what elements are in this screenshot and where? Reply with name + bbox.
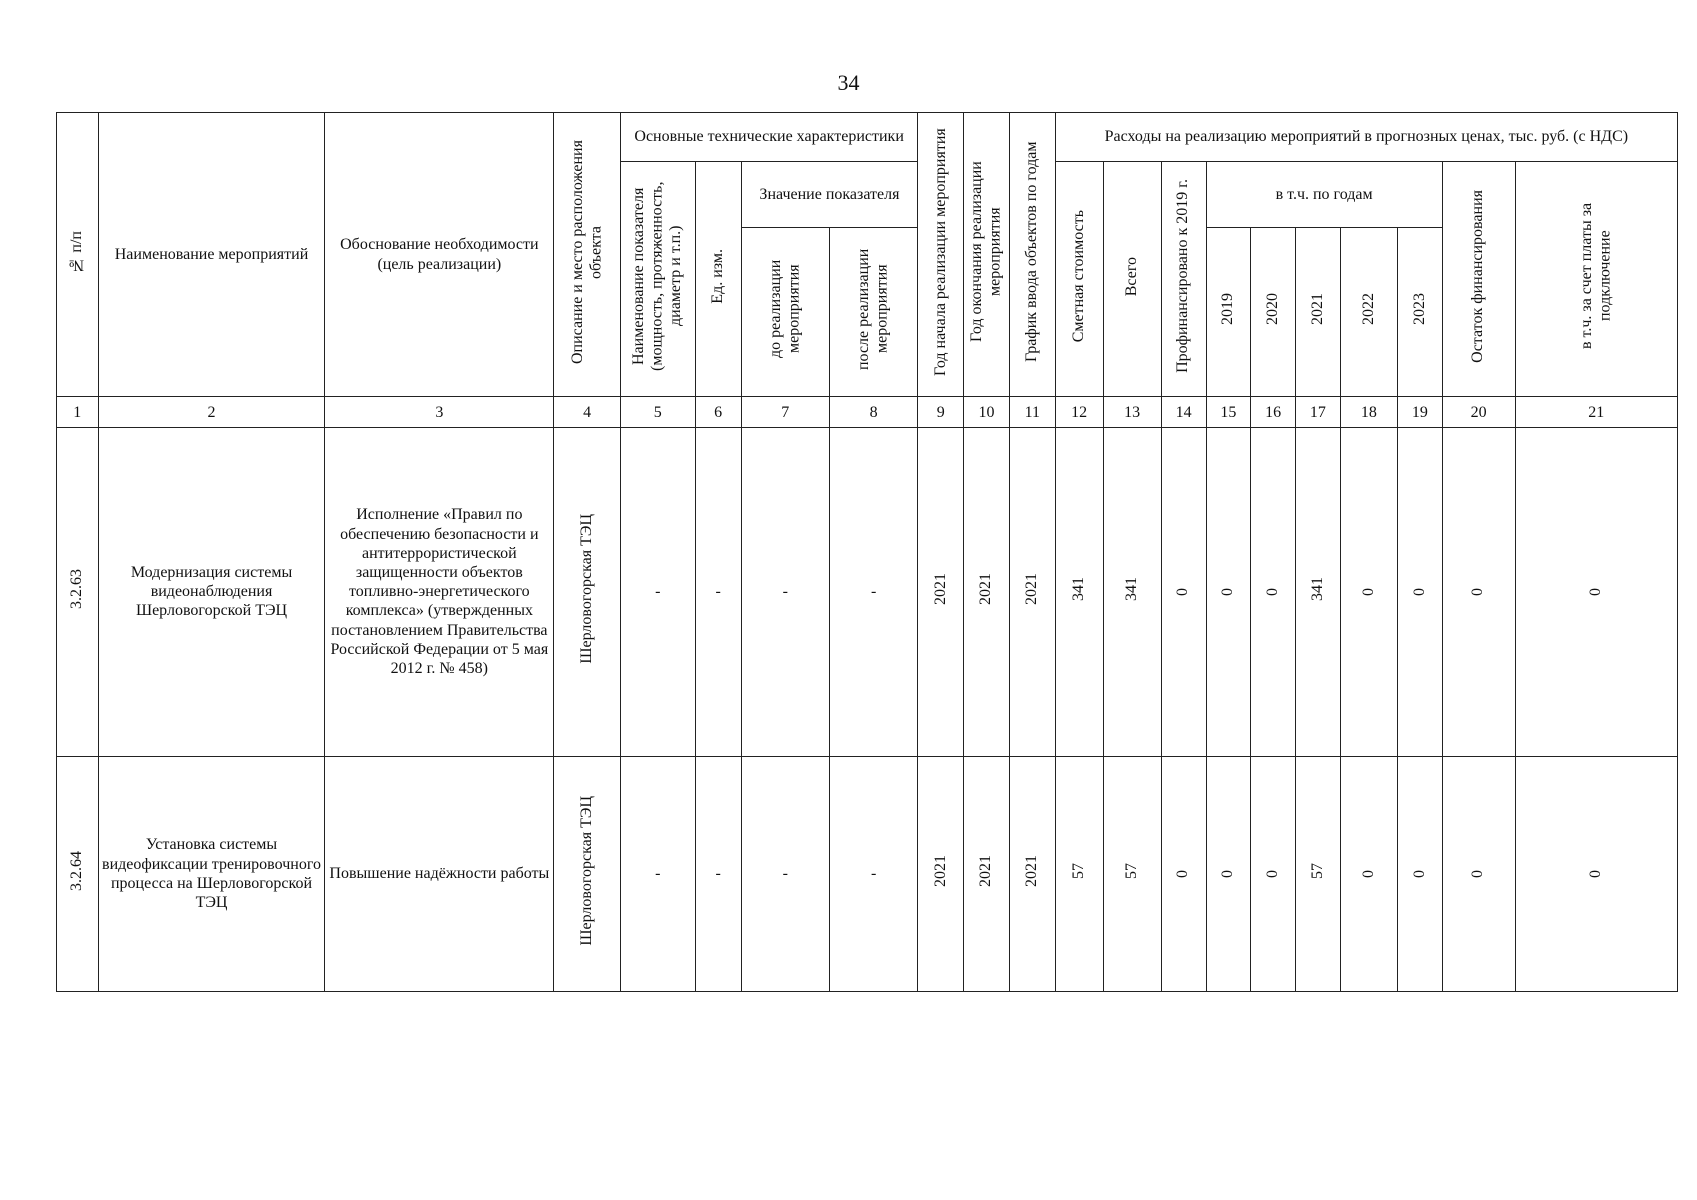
column-number: 20 — [1442, 397, 1515, 428]
row-2022: 0 — [1340, 428, 1397, 757]
row-2022: 0 — [1340, 756, 1397, 991]
row-connection-fee: 0 — [1515, 756, 1678, 991]
row-connection-fee: 0 — [1515, 428, 1678, 757]
row-before: - — [741, 428, 829, 757]
table-row — [57, 428, 1678, 757]
row-2023: 0 — [1397, 428, 1442, 757]
row-after: - — [829, 756, 917, 991]
row-reason: Повышение надёжности работы — [325, 756, 554, 991]
row-estimate: 57 — [1055, 756, 1103, 991]
row-year-end: 2021 — [964, 428, 1010, 757]
row-indicator: - — [620, 756, 695, 991]
header-tech-group: Основные технические характеристики — [620, 113, 918, 162]
column-number: 11 — [1009, 397, 1055, 428]
header-2020: 2020 — [1251, 227, 1296, 397]
header-year-end: Год окончания реализации мероприятия — [964, 113, 1010, 397]
column-number: 15 — [1206, 397, 1251, 428]
header-indicator: Наименование показателя (мощность, протяженность, диаметр и т.п.) — [620, 161, 695, 397]
row-before: - — [741, 756, 829, 991]
row-2019: 0 — [1206, 428, 1251, 757]
row-2021: 341 — [1296, 428, 1341, 757]
column-number: 18 — [1340, 397, 1397, 428]
row-number: 3.2.63 — [57, 428, 99, 757]
column-number: 17 — [1296, 397, 1341, 428]
column-number: 4 — [554, 397, 621, 428]
column-number: 2 — [98, 397, 325, 428]
column-number: 6 — [695, 397, 741, 428]
row-year-end: 2021 — [964, 756, 1010, 991]
header-expense-group: Расходы на реализацию мероприятий в прогнозных ценах, тыс. руб. (с НДС) — [1055, 113, 1677, 162]
header-2023: 2023 — [1397, 227, 1442, 397]
column-number: 12 — [1055, 397, 1103, 428]
row-total: 341 — [1103, 428, 1161, 757]
row-total: 57 — [1103, 756, 1161, 991]
column-number: 19 — [1397, 397, 1442, 428]
header-years-group: в т.ч. по годам — [1206, 161, 1442, 227]
row-schedule: 2021 — [1009, 428, 1055, 757]
column-number: 1 — [57, 397, 99, 428]
header-num: № п/п — [57, 113, 99, 397]
row-unit: - — [695, 756, 741, 991]
header-2019: 2019 — [1206, 227, 1251, 397]
header-unit: Ед. изм. — [695, 161, 741, 397]
row-financed: 0 — [1161, 428, 1206, 757]
header-after: после реализации мероприятия — [829, 227, 917, 397]
header-total: Всего — [1103, 161, 1161, 397]
row-reason: Исполнение «Правил по обеспечению безопасности и антитеррористической защищенности объектов топливно-энергетического комплекса» (утвержденных постановлением Правительства Российской Федерации от 5 мая 2012 г. № 458) — [325, 428, 554, 757]
column-number: 16 — [1251, 397, 1296, 428]
header-financed: Профинансировано к 2019 г. — [1161, 161, 1206, 397]
row-2020: 0 — [1251, 428, 1296, 757]
row-financed: 0 — [1161, 756, 1206, 991]
header-location: Описание и место расположения объекта — [554, 113, 621, 397]
column-number: 3 — [325, 397, 554, 428]
column-number: 21 — [1515, 397, 1678, 428]
column-number: 8 — [829, 397, 917, 428]
header-before: до реализации мероприятия — [741, 227, 829, 397]
column-number: 10 — [964, 397, 1010, 428]
row-number: 3.2.64 — [57, 756, 99, 991]
header-year-start: Год начала реализации мероприятия — [918, 113, 964, 397]
header-2021: 2021 — [1296, 227, 1341, 397]
row-schedule: 2021 — [1009, 756, 1055, 991]
row-indicator: - — [620, 428, 695, 757]
header-connection-fee: в т.ч. за счет платы за подключение — [1515, 161, 1678, 397]
row-2023: 0 — [1397, 756, 1442, 991]
column-number: 13 — [1103, 397, 1161, 428]
header-value-group: Значение показателя — [741, 161, 918, 227]
header-reason: Обоснование необходимости (цель реализации) — [325, 113, 554, 397]
row-2020: 0 — [1251, 756, 1296, 991]
column-number: 9 — [918, 397, 964, 428]
column-number: 14 — [1161, 397, 1206, 428]
row-remainder: 0 — [1442, 428, 1515, 757]
row-2019: 0 — [1206, 756, 1251, 991]
investment-table — [56, 112, 1678, 992]
row-name: Установка системы видеофиксации тренировочного процесса на Шерловогорской ТЭЦ — [98, 756, 325, 991]
page-number: 34 — [837, 70, 860, 95]
row-location: Шерловогорская ТЭЦ — [554, 756, 621, 991]
row-remainder: 0 — [1442, 756, 1515, 991]
column-number-row — [57, 397, 1678, 428]
row-estimate: 341 — [1055, 428, 1103, 757]
header-name: Наименование мероприятий — [98, 113, 325, 397]
row-name: Модернизация системы видеонаблюдения Шерловогорской ТЭЦ — [98, 428, 325, 757]
header-2022: 2022 — [1340, 227, 1397, 397]
header-estimate: Сметная стоимость — [1055, 161, 1103, 397]
column-number: 5 — [620, 397, 695, 428]
row-year-start: 2021 — [918, 756, 964, 991]
row-2021: 57 — [1296, 756, 1341, 991]
row-year-start: 2021 — [918, 428, 964, 757]
row-unit: - — [695, 428, 741, 757]
column-number: 7 — [741, 397, 829, 428]
row-after: - — [829, 428, 917, 757]
header-remainder: Остаток финансирования — [1442, 161, 1515, 397]
header-schedule: График ввода объектов по годам — [1009, 113, 1055, 397]
table-row — [57, 756, 1678, 991]
row-location: Шерловогорская ТЭЦ — [554, 428, 621, 757]
